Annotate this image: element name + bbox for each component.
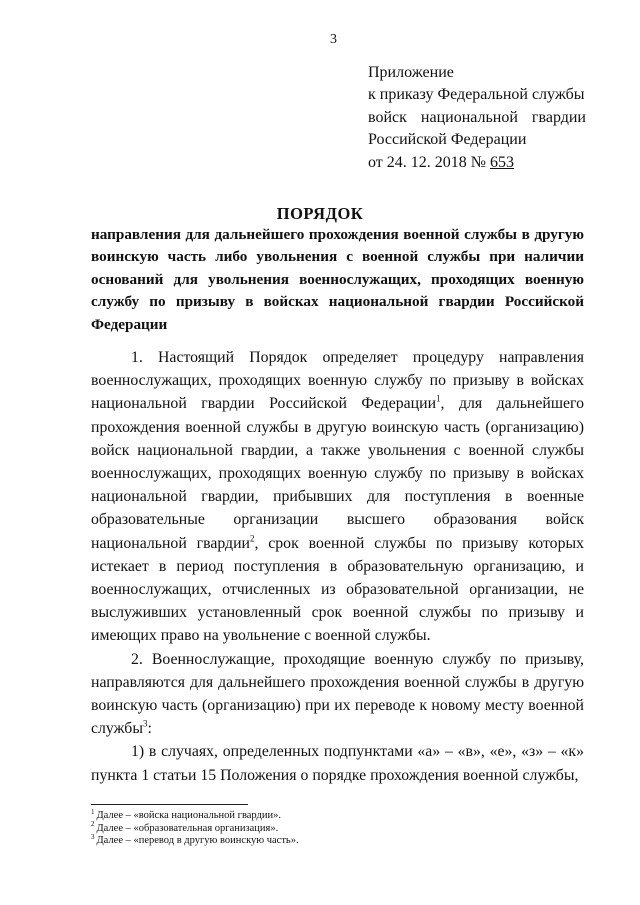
- page-number: 3: [330, 32, 337, 47]
- appendix-line-2: к приказу Федеральной службы: [368, 86, 585, 104]
- footnote-ref-1: 1: [436, 394, 441, 405]
- order-number: 653: [490, 153, 515, 171]
- footnote-separator: [91, 804, 248, 805]
- paragraph-1-text-a: 1. Настоящий Порядок определяет процедуру направления военнослужащих, проходящих военную службу по призыву в войсках национальной гвардии Российской Федерации: [91, 349, 584, 413]
- paragraph-3: 1) в случаях, определенных подпунктами «а» – «в», «е», «з» – «к» пункта 1 статьи 15 Положения о порядке прохождения военной службы,: [91, 743, 584, 784]
- footnote-mark: 3: [91, 832, 95, 841]
- paragraph-2: [91, 648, 584, 741]
- footnote-mark: 1: [91, 807, 95, 816]
- document-subtitle: направления для дальнейшего прохождения военной службы в другую воинскую часть либо увольнения с военной службы при наличии оснований для увольнения военнослужащих, проходящих военную службу по призыву в войсках национальной гвардии Российской Федерации: [91, 226, 584, 333]
- footnote-item: [91, 832, 299, 848]
- footnote-ref-2: 2: [249, 533, 255, 544]
- order-date: от 24. 12. 2018 №: [368, 153, 491, 171]
- footnote-ref-3: 3: [142, 718, 148, 729]
- footnotes: [91, 807, 299, 848]
- footnote-item: [91, 807, 299, 823]
- paragraph-1-text-c: , срок военной службы по призыву которых истекает в период поступления в образовательную организацию, и военнослужащих, отчисленных из образовательной организации, не выслуживших установленный срок военной службы по призыву и имеющих право на увольнение с военной службы.: [91, 534, 584, 645]
- document-body: [91, 346, 584, 787]
- appendix-line-1: Приложение: [368, 64, 454, 81]
- paragraph-2-text-a: 2. Военнослужащие, проходящие военную службу по призыву, направляются для дальнейшего прохождения военной службы в другую воинскую часть (организацию) при их переводе к новому месту военной службы: [91, 650, 584, 738]
- footnote-text: Далее – «войска национальной гвардии».: [96, 810, 282, 821]
- footnote-item: [91, 820, 299, 836]
- appendix-block: [368, 62, 586, 174]
- footnote-text: Далее – «перевод в другую воинскую часть».: [96, 835, 299, 846]
- paragraph-2-text-b: :: [147, 720, 152, 738]
- appendix-line-4: Российской Федерации: [368, 131, 527, 149]
- appendix-line-3: войск национальной гвардии: [368, 108, 586, 126]
- footnote-text: Далее – «образовательная организация».: [96, 822, 279, 834]
- paragraph-1: [91, 346, 584, 648]
- document-title: ПОРЯДОК: [276, 204, 364, 223]
- paragraph-1-text-b: , для дальнейшего прохождения военной службы в другую воинскую часть (организацию) войск национальной гвардии, а также увольнения с военной службы военнослужащих, проходящих военную службу по призыву в войсках национальной гвардии, прибывших для поступления в военные образовательные организации высшего образования войск национальной гвардии: [91, 395, 584, 552]
- footnote-mark: 2: [91, 820, 95, 828]
- appendix-line-5: [368, 152, 586, 174]
